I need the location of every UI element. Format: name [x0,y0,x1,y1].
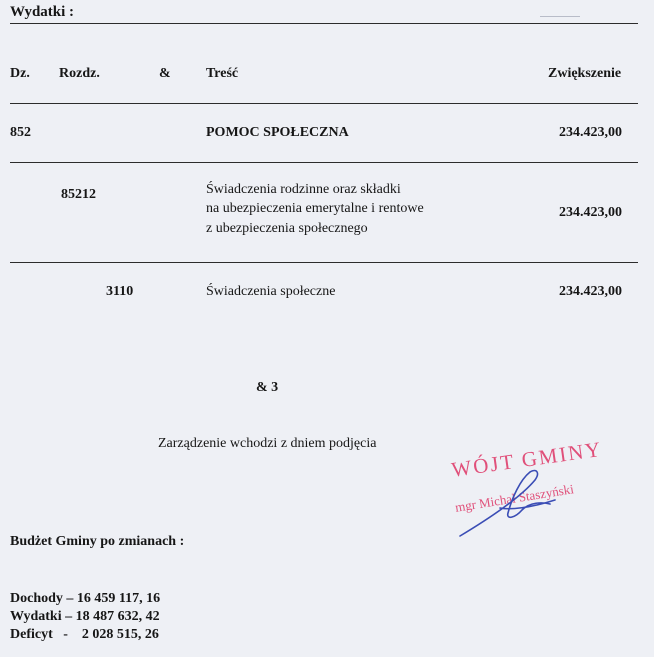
budget-expenses: Wydatki – 18 487 632, 42 [10,609,160,624]
signature-scribble [440,458,570,548]
provision-text: Zarządzenie wchodzi z dniem podjęcia [158,436,377,451]
stamp-name: mgr Michał Staszyński [454,481,575,515]
budget-heading: Budżet Gminy po zmianach : [10,534,185,549]
title-underline [10,23,638,24]
budget-deficit: Deficyt - 2 028 515, 26 [10,627,159,642]
header-rozdz: Rozdz. [59,66,100,81]
row-852-dz: 852 [10,125,31,140]
row-divider-2 [10,262,638,263]
section-title: Wydatki : [10,4,75,20]
scan-mark [540,16,580,17]
row-divider-1 [10,162,638,163]
header-tresc: Treść [206,66,239,81]
paragraph-mark: & 3 [256,380,279,395]
header-divider [10,103,638,104]
row-85212-tresc-line-3: z ubezpieczenia społecznego [206,221,368,236]
row-85212-amount: 234.423,00 [559,205,622,220]
header-dz: Dz. [10,66,30,81]
row-3110-paragraph: 3110 [106,284,134,299]
row-85212-tresc-line-1: Świadczenia rodzinne oraz składki [206,182,401,197]
header-paragraph: & [159,66,171,81]
budget-income: Dochody – 16 459 117, 16 [10,591,161,606]
header-zwiekszenie: Zwiększenie [548,66,622,81]
row-852-amount: 234.423,00 [559,125,622,140]
row-85212-rozdz: 85212 [61,187,96,202]
row-3110-tresc: Świadczenia społeczne [206,284,336,299]
row-85212-tresc-line-2: na ubezpieczenia emerytalne i rentowe [206,201,424,216]
stamp-title: WÓJT GMINY [450,436,604,482]
row-852-tresc: POMOC SPOŁECZNA [206,125,349,140]
row-3110-amount: 234.423,00 [559,284,622,299]
